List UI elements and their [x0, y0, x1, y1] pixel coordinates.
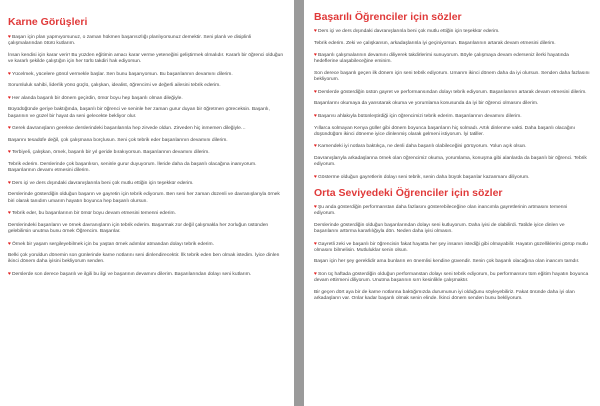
paragraph	[314, 101, 590, 107]
paragraph	[8, 125, 284, 132]
paragraph-text: Her alanda başarılı bir dönem geçirdin, ömür boyu hep başarılı olman dileğiyle.	[11, 95, 183, 101]
heart-icon: ♥	[314, 113, 317, 120]
paragraph	[8, 34, 284, 47]
paragraph-text: Ders içi ve ders dışındaki davranışlarınla beni çok mutlu ettiğin için teşekkür ederim.	[317, 29, 500, 35]
paragraph	[8, 149, 284, 156]
paragraph	[314, 143, 590, 150]
paragraph	[8, 223, 284, 235]
paragraph-text: Tebrik ederim. Derslerinde çok başarılısın, seninle gurur duyuyorum. İleride daha da başarılı olacağına inanıyorum. Başarılarının devamı etmesini dilerim.	[8, 162, 257, 174]
paragraph-text: Gayretli zeki ve başarılı bir öğrencisin fakat hayatta her şey insanın istediği gibi olmayabilir. Hayatın güzelliklerini görüp mutlu olmasını bilmelisin. Mutluluklar senin olsun.	[314, 241, 588, 253]
paragraph	[314, 223, 590, 235]
paragraph-text: Derslerindeki başarıların ve örnek davranışların için tebrik ederim. Başarmak zor değil çalışmakla her zorluğun üstünden gelebilirsin unutma bunu örnek Öğrencim. Başarılar.	[8, 222, 269, 234]
paragraph	[314, 259, 590, 265]
paragraph	[314, 41, 590, 47]
heart-icon: ♥	[8, 210, 11, 217]
paragraph	[8, 180, 284, 187]
page-title: Karne Görüşleri	[8, 16, 88, 28]
paragraph	[8, 241, 284, 248]
paragraph-text: Başarı için plan yapmıyorsunuz, o zaman hükmen başarısızlığı planlıyorsunuz demektir. Seni planlı ve disiplinli çalışmalarından ötürü kutlarım.	[8, 35, 252, 47]
paragraph	[314, 174, 590, 181]
paragraph-text: Başarı için her şey gereklidir ama bunların en önemlisi kendine güvendir. Senin çok başarılı olacağına olan inancım tamdır.	[314, 259, 580, 265]
paragraph	[8, 95, 284, 102]
paragraph-text: Şu anda gösterdiğin performanstan daha fazlasını gösterebileceğine olan inancımla gayretlerinin artmasını temenni ediyorum.	[314, 205, 568, 217]
paragraph	[8, 83, 284, 89]
paragraph-text: Başarılarını okumaya da yansıtarak okuma ve yorumlama konusunda da iyi bir öğrenci olmasını dilerim.	[314, 101, 539, 107]
paragraph-text: Son üç haftada gösterdiğin olduğun performanstan dolayı seni tebrik ediyorum, bu performansını tüm eğitim hayatın boyunca devam ettirmeni diliyorum. Unutma başarının sırrı kesinlikle çalışmaktır.	[314, 272, 589, 284]
paragraph	[8, 53, 284, 65]
paragraph-text: Karnendeki iyi notlara baktıkça, ne denli daha başarılı olabileceğini görüyorum. Yolun açık olsun.	[317, 144, 527, 150]
paragraph	[314, 156, 590, 168]
paragraph	[8, 192, 284, 204]
heart-icon: ♥	[314, 88, 317, 95]
paragraph-text: Derslerinde gösterdiğin olduğun başarılarından dolayı seni kutluyorum. Daha iyisi de olabilirdi. Tatilde iyice dinlen ve başarılarını arttırma kararlılığıyla dön. Neden daha iyisi olmasın.	[314, 222, 565, 235]
paragraph-text: Ders içi ve ders dışındaki davranışlarınla beni çok mutlu ettiğin için teşekkür ederim.	[11, 180, 194, 186]
heart-icon: ♥	[8, 94, 11, 101]
successful-paragraphs	[314, 28, 590, 181]
section-title-successful: Başarılı Öğrenciler için sözler	[314, 11, 462, 23]
heart-icon: ♥	[314, 204, 317, 211]
heart-icon: ♥	[314, 28, 317, 35]
heart-icon: ♥	[314, 240, 317, 247]
paragraph	[314, 126, 590, 138]
paragraph-text: Derslerde son derece başarılı ve ilgili bu ilgi ve başarının devamını dilerim. Başarılarından dolayı seni kutlarım.	[11, 271, 252, 277]
paragraph-text: Örnek bir yaşam sergileyebilmek için bu yaştan örnek adımlar atmandan dolayı tebrik ederim.	[11, 241, 214, 247]
heart-icon: ♥	[8, 179, 11, 186]
heart-icon: ♥	[314, 271, 317, 278]
heart-icon: ♥	[8, 270, 11, 277]
medium-paragraphs	[314, 204, 590, 302]
paragraph-text: Belki çok yoruldun dönemin son günlerinde karne notlarını seni dinlendirecektir. İlk tebrik eden ben olmak istedim. İyice dinlen ikinci dönem daha iyisini bekliyorum senden.	[8, 253, 280, 265]
paragraph	[314, 241, 590, 254]
paragraph-text: Son derece başarılı geçen ilk dönem için seni tebrik ediyorum. Umarım ikinci dönem daha da iyi olursun. Senden daha fazlasını bekliyorum.	[314, 71, 590, 83]
paragraph-text: Terbiyeli, çalışkan, örnek, başarılı bir yıl geride bırakıyorsun. Başarılarının devamını dilerim.	[11, 150, 210, 156]
paragraph-text: İnsan kendisi için karar verir! Bu yüzden eğitimin amacı karar verme yeteneğini geliştirmek olmalıdır. Kararlı bir öğrenci olduğun ve kararlı şekilde çalıştığın için her türlü takdiri hak ediyorsun.	[8, 52, 284, 65]
heart-icon: ♥	[8, 70, 11, 77]
paragraph	[8, 253, 284, 265]
paragraph	[8, 138, 284, 144]
paragraph-text: Gerek davranışların gerekse derslerindeki başarılarınla hep zirvede oldun. Zirveden hiç inmemen dileğiyle…	[11, 126, 246, 132]
paragraph	[8, 107, 284, 119]
right-page	[304, 0, 600, 406]
paragraph	[8, 271, 284, 278]
paragraph	[314, 71, 590, 83]
paragraph-text: Başarılı çalışmalarının devamını diliyerek takdirlerimi sunuyorum. Böyle çalışmaya devam ederseniz ilerki hayatında hedeflerine ulaşabileceğine eminim.	[314, 53, 569, 65]
heart-icon: ♥	[314, 143, 317, 150]
paragraph-text: Tebrik ederim. Zeki ve çalışkansın, arkadaşlarınla iyi geçiniyorsun. Başarılarının artarak devam etmesini dilerim.	[314, 40, 556, 46]
paragraph-text: Yıllarca solmayan Kenya güller gibi dönem boyunca başarıların hiç solmadı. Artık dinlenme vakti. Daha başarılı olacağını düşündüğüm ikinci döneme iyice dinlenmiş olarak gelmeni istiyorum. İyi tatiller.	[314, 125, 575, 137]
paragraph	[314, 28, 590, 35]
heart-icon: ♥	[8, 240, 11, 247]
paragraph-text: Sorumluluk sahibi, liderlik yönü güçlü, çalışkan, idealist, öğrencimi ve değerli ailesini tebrik ederim.	[8, 83, 221, 89]
paragraph	[314, 89, 590, 96]
paragraph-text: Gösterme olduğun gayretlerin dolayı seni tebrik, senin daha büyük başarılar kazanmanı diliyorum.	[317, 174, 530, 180]
paragraph	[8, 71, 284, 78]
paragraph-text: Başarını tesadüfe değil, çok çalışmana borçlusun. Seni çok tebrik eder başarılarının devamını dilerim.	[8, 137, 228, 143]
paragraph-text: Tebrik eder, bu başarılarının bir ömür boyu devam etmesini temenni ederim.	[11, 211, 176, 217]
paragraph-text: Yücelmek, yücelere gönül vermekle başlar. Sen bunu başarıyorsun. Bu başarılarının devamını dilerim.	[11, 71, 233, 77]
heart-icon: ♥	[8, 149, 11, 156]
paragraph	[314, 271, 590, 284]
paragraph-text: Derslerinde gösterdiğin olduğun başarın ve gayretin için tebrik ediyorum. Ben seni her zaman düzenli ve davranışlarıyla örnek biri olarak tanıdım umarım hayatın boyunca hep başarılı olursun.	[8, 192, 280, 204]
section-title-medium: Orta Seviyedeki Öğrenciler için sözler	[314, 187, 503, 200]
left-paragraphs	[8, 34, 284, 278]
heart-icon: ♥	[314, 173, 317, 180]
heart-icon: ♥	[8, 34, 11, 41]
left-page	[0, 0, 294, 406]
paragraph-text: Davranışlarıyla arkadaşlarına örnek olan öğrencimiz okuma, yorumlama, konuşma gibi alanlarda da başarılı bir öğrenci. Tebrik ediyorum.	[314, 156, 587, 168]
paragraph-text: Başarısı ahlakıyla bütünleştirdiği için öğrencimizi tebrik ederim. Başarılarının devamını dilerim.	[317, 114, 522, 120]
paragraph	[8, 162, 284, 174]
heart-icon: ♥	[8, 125, 11, 132]
paragraph	[314, 52, 590, 65]
heart-icon: ♥	[314, 52, 317, 59]
paragraph	[314, 113, 590, 120]
paragraph-text: Bir geçen dört aya bir de karne notlarına baktığımızda durumunun iyi olduğunu söyleyebiliriz. Fakat önünde daha iyi olan arkadaşların var. Onlar kadar başarılı olmak senin elinde. İkinci dönem senden bunu bekliyorum.	[314, 289, 575, 302]
paragraph-text: Derslerde gösterdiğin üstün gayret ve performansından dolayı tebrik ediyorum. Başarılarının artarak devam etmesini dilerim.	[317, 89, 587, 95]
paragraph-text: Büyüdüğünde geriye baktığında, başarılı bir öğrenci ve seninle her zaman gurur duyan bir öğretmen göreceksin. Başarılı, başarının ve güzel bir hayat da seni gelecekte bekliyor olur.	[8, 107, 270, 119]
paragraph	[8, 210, 284, 217]
paragraph	[314, 204, 590, 217]
paragraph	[314, 290, 590, 302]
